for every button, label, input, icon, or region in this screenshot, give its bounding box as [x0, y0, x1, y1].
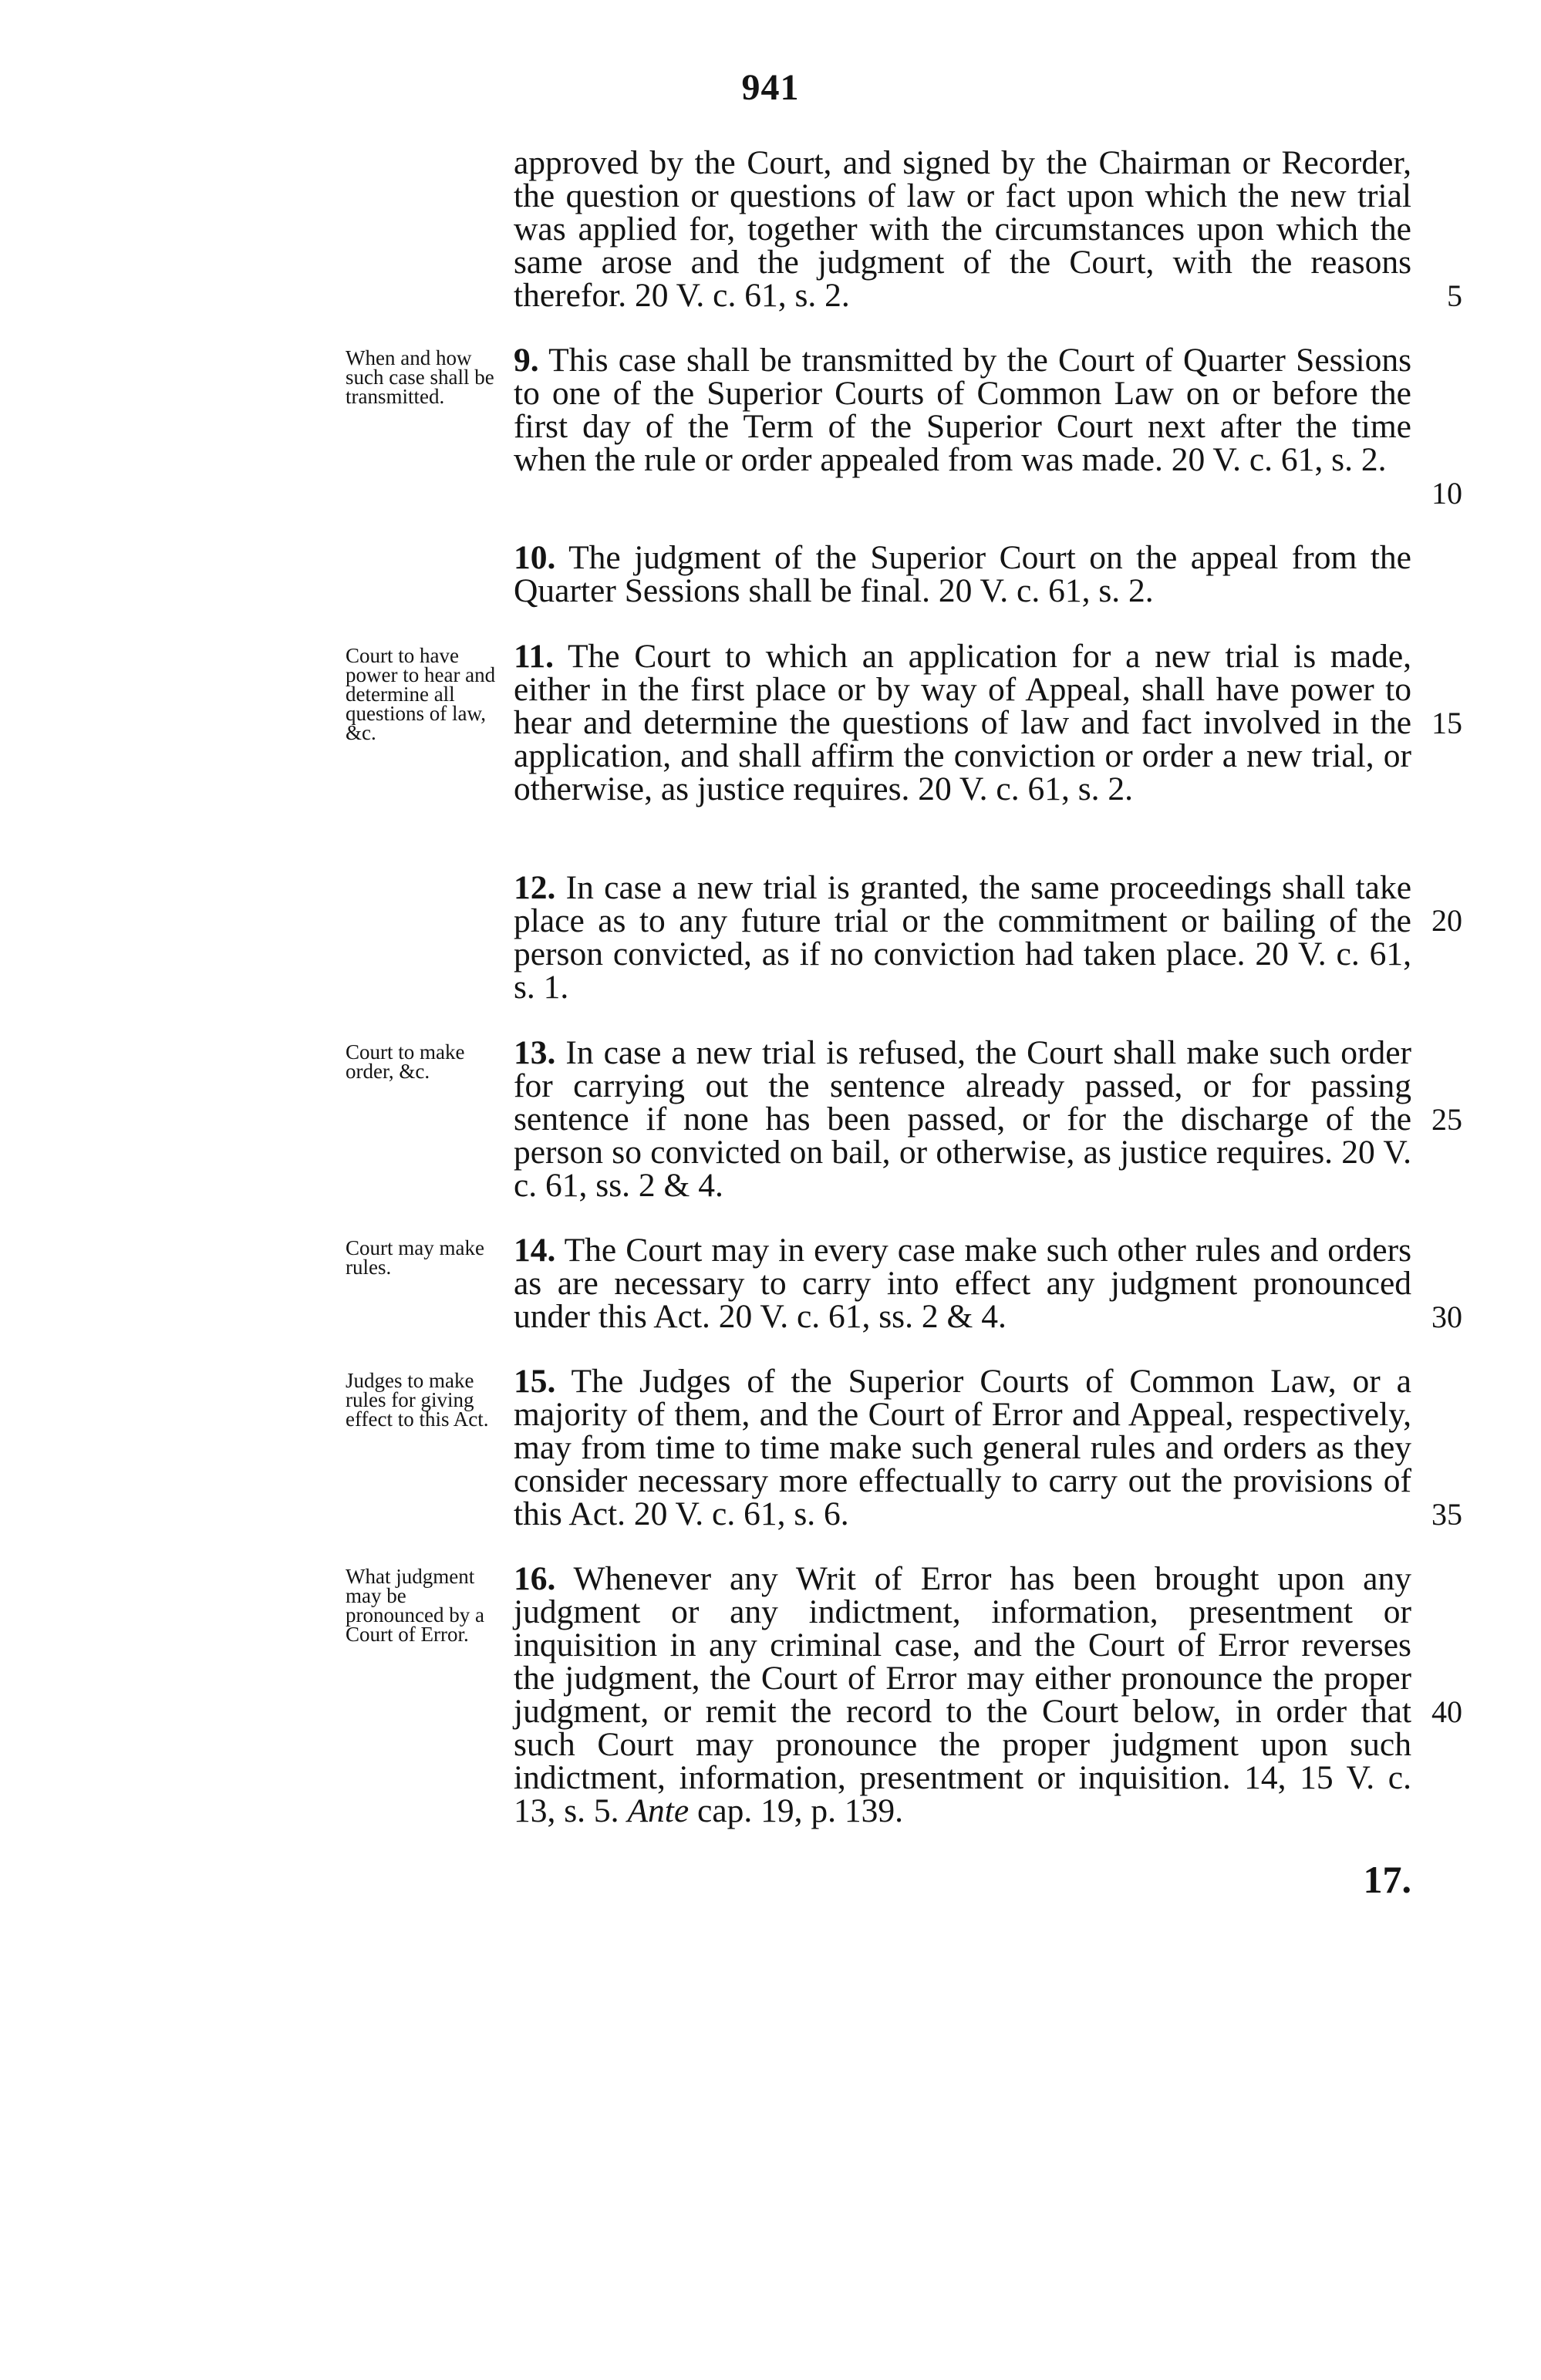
section-9 — [514, 344, 1411, 477]
margin-note: Judges to make rules for giving effect to this Act. — [346, 1369, 489, 1431]
margin-note: Court to make order, &c. — [346, 1040, 465, 1083]
section-number: 14. — [514, 1232, 556, 1269]
line-number: 35 — [1431, 1497, 1462, 1532]
section-14 — [514, 1234, 1411, 1333]
section-10 — [514, 541, 1411, 608]
line-number: 20 — [1431, 903, 1462, 938]
paragraph-text: In case a new trial is refused, the Court shall make such order for carrying out the sentence already passed, or for passing sentence if none has been passed, or for the discharge of the person so convicted on bail, or otherwise, as justice requires. 20 V. c. 61, ss. 2 & 4. — [514, 1034, 1412, 1204]
section-15 — [514, 1365, 1411, 1531]
paragraph-text: Whenever any Writ of Error has been brought upon any judgment or any indictment, information, presentment or inquisition in any criminal case, and the Court of Error reverses the judgment, the Court of Error may either pronounce the proper judgment, or remit the record to the Court below, in order that such Court may pronounce the proper judgment upon such indictment, information, presentment or inquisition. 14, 15 V. c. 13, s. 5. — [514, 1560, 1411, 1829]
section-13 — [514, 1034, 1412, 1204]
paragraph-text: approved by the Court, and signed by the Chairman or Recorder, the question or questions of law or fact upon which the new trial was applied for, together with the circumstances upon which the same arose and the judgment of the Court, with the reasons therefor. 20 V. c. 61, s. 2. — [514, 144, 1411, 314]
section-number: 11. — [514, 638, 554, 675]
page-number: 941 — [741, 67, 800, 108]
section-12 — [514, 871, 1411, 1004]
paragraph-text: The Court to which an application for a new trial is made, either in the first place or by way of Appeal, shall have power to hear and determine the questions of law and fact involved in the application, and shall affirm the conviction or order a new trial, or otherwise, as justice requires. 20 V. c. 61, s. 2. — [514, 638, 1411, 807]
line-number: 40 — [1431, 1694, 1462, 1729]
line-number: 30 — [1431, 1300, 1462, 1334]
catchword: 17. — [1363, 1858, 1411, 1901]
line-number: 5 — [1447, 278, 1462, 313]
line-number: 15 — [1431, 706, 1462, 740]
section-16 — [514, 1560, 1411, 1829]
line-number: 10 — [1431, 476, 1462, 511]
paragraph-continuation — [514, 144, 1411, 314]
section-number: 12. — [514, 869, 556, 906]
line-number: 25 — [1431, 1102, 1462, 1137]
paragraph-text: The Judges of the Superior Courts of Common Law, or a majority of them, and the Court of Error and Appeal, respectively, may from time to time make such general rules and orders as they consider necessary more effectually to carry out the provisions of this Act. 20 V. c. 61, s. 6. — [514, 1363, 1411, 1532]
reference-italic: Ante — [627, 1792, 690, 1829]
margin-note: When and how such case shall be transmitted. — [346, 346, 494, 408]
margin-note: Court to have power to hear and determine all questions of law, &c. — [346, 644, 496, 744]
margin-note: Court may make rules. — [346, 1236, 484, 1279]
section-number: 15. — [514, 1363, 556, 1400]
paragraph-text: The Court may in every case make such other rules and orders as are necessary to carry into effect any judgment pronounced under this Act. 20 V. c. 61, ss. 2 & 4. — [514, 1232, 1411, 1335]
section-number: 10. — [514, 539, 556, 576]
paragraph-text: This case shall be transmitted by the Court of Quarter Sessions to one of the Superior Courts of Common Law on or before the first day of the Term of the Superior Court next after the time when the rule or order appealed from was made. 20 V. c. 61, s. 2. — [514, 342, 1412, 478]
section-number: 9. — [514, 342, 539, 379]
reference-rest: cap. 19, p. 139. — [689, 1792, 904, 1829]
section-11 — [514, 640, 1411, 806]
paragraph-text: The judgment of the Superior Court on the appeal from the Quarter Sessions shall be final. 20 V. c. 61, s. 2. — [514, 539, 1411, 609]
section-number: 13. — [514, 1034, 556, 1071]
margin-note: What judgment may be pronounced by a Court of Error. — [346, 1565, 484, 1646]
paragraph-text: In case a new trial is granted, the same proceedings shall take place as to any future trial or the commitment or bailing of the person convicted, as if no conviction had taken place. 20 V. c. 61, s. 1. — [514, 869, 1412, 1006]
section-number: 16. — [514, 1560, 556, 1597]
